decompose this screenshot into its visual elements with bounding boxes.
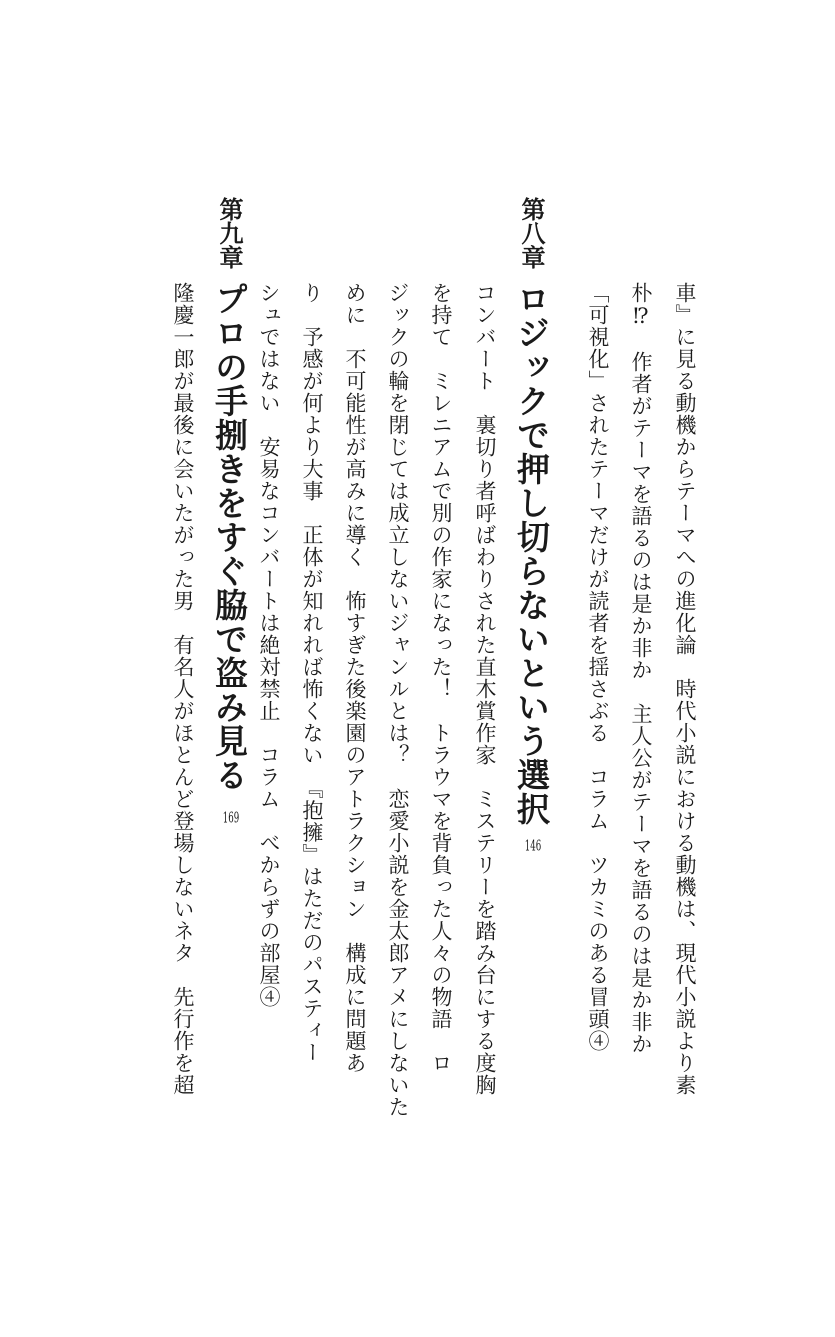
page-number: 146 <box>524 838 542 853</box>
toc-entry-line: めに 不可能性が高みに導く 怖すぎた後楽園のアトラクション 構成に問題あ <box>343 282 367 1074</box>
toc-entry-line: り 予感が何より大事 正体が知れれば怖くない 『抱擁』はただのパスティー <box>300 282 324 1064</box>
toc-entry-line: ジックの輪を閉じては成立しないジャンルとは？ 恋愛小説を金太郎アメにしないた <box>386 282 410 1118</box>
chapter-label: 第八章 <box>517 197 546 269</box>
toc-entry-line: 「可視化」されたテーマだけが読者を揺さぶる コラム ツカミのある冒頭④ <box>586 282 610 1052</box>
toc-entry-line: 車』に見る動機からテーマへの進化論 時代小説における動機は、現代小説より素 <box>673 282 697 1096</box>
toc-entry-line: シュではない 安易なコンバートは絶対禁止 コラム べからずの部屋④ <box>257 282 281 1008</box>
toc-entry-line: 隆慶一郎が最後に会いたがった男 有名人がほとんど登場しないネタ 先行作を超 <box>171 282 195 1096</box>
toc-entry-line: 朴⁉ 作者がテーマを語るのは是か非か 主人公がテーマを語るのは是か非か <box>629 282 653 1055</box>
chapter-label: 第九章 <box>215 197 244 269</box>
toc-entry-line: を持て ミレニアムで別の作家になった！ トラウマを背負った人々の物語 ロ <box>429 282 453 1074</box>
chapter-title: ロジックで押し切らないという選択 <box>512 282 551 826</box>
toc-entry-line: コンバート 裏切り者呼ばわりされた直木賞作家 ミステリーを踏み台にする度胸 <box>473 282 497 1096</box>
page-number: 169 <box>222 810 240 825</box>
chapter-title: プロの手捌きをすぐ脇で盗み見る <box>210 282 249 792</box>
